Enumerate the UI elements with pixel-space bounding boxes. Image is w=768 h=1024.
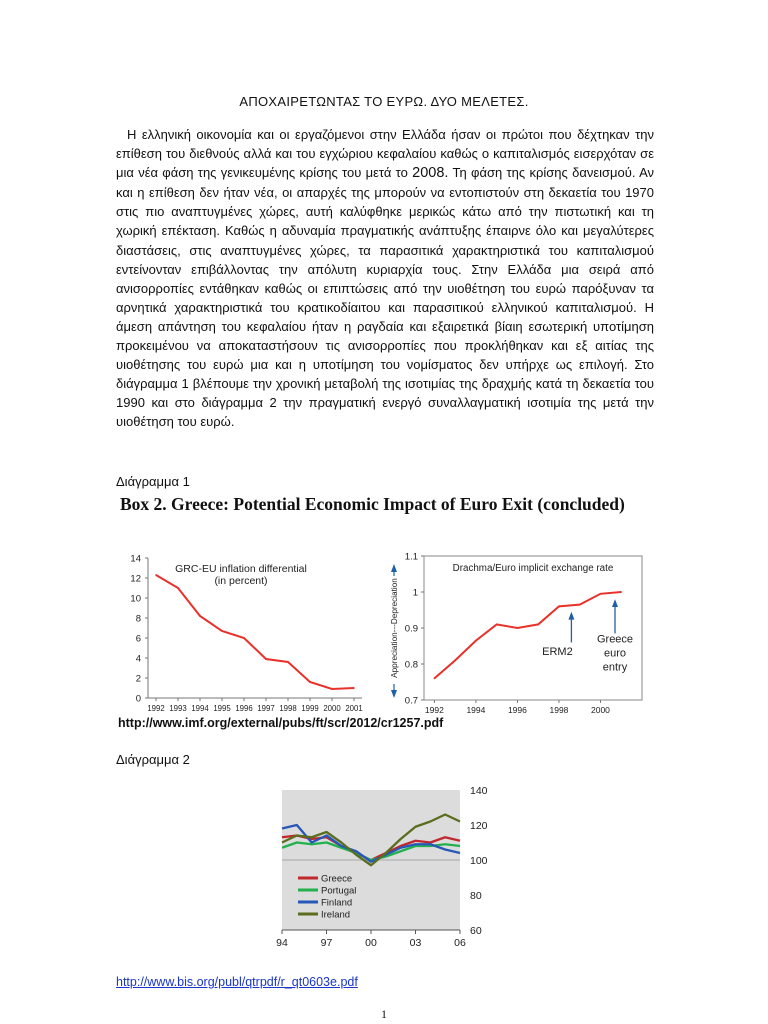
x-tick-label: 1997 bbox=[257, 704, 275, 713]
y-tick-label: 140 bbox=[470, 785, 488, 797]
inflation-line bbox=[156, 575, 354, 689]
x-tick-label: 1992 bbox=[147, 704, 165, 713]
figure2-label: Διάγραμμα 2 bbox=[116, 752, 190, 767]
x-tick-label: 1999 bbox=[301, 704, 319, 713]
x-tick-label: 1993 bbox=[169, 704, 187, 713]
document-title: ΑΠΟΧΑΙΡΕΤΩΝΤΑΣ ΤΟ ΕΥΡΩ. ΔΥΟ ΜΕΛΕΤΕΣ. bbox=[239, 94, 529, 109]
x-tick-label: 2000 bbox=[591, 705, 610, 715]
up-arrow-icon bbox=[391, 564, 397, 572]
x-tick-label: 2001 bbox=[345, 704, 363, 713]
x-tick-label: 1994 bbox=[466, 705, 486, 715]
y-tick-label: 0.9 bbox=[404, 623, 418, 635]
greece-entry-arrow-icon bbox=[612, 599, 618, 607]
inflation-differential-chart bbox=[118, 548, 366, 716]
x-tick-label: 1994 bbox=[191, 704, 209, 713]
data-point bbox=[243, 637, 245, 639]
x-tick-label: 97 bbox=[320, 937, 333, 949]
chart-subtitle: (in percent) bbox=[214, 575, 268, 587]
x-tick-label: 1996 bbox=[507, 705, 527, 715]
exchange-rate-line bbox=[434, 592, 621, 678]
paragraph-text-1: Η ελληνική οικονομία και οι εργαζόμενοι στην Ελλάδα ήσαν οι πρώτοι που δέχτηκαν την επίθεση του διεθνούς αλλά και του εγχώριου κεφαλαίου καθώς ο καπιταλισμός εισερχόταν σε μια νέα φάση της γενικευμένης κρίσης του μετά το bbox=[116, 127, 654, 181]
y-tick-label: 14 bbox=[130, 553, 141, 565]
y-tick-label: 10 bbox=[130, 593, 141, 605]
y-tick-label: 1.1 bbox=[404, 551, 418, 563]
page-number: 1 bbox=[381, 1007, 387, 1021]
x-tick-label: 1992 bbox=[424, 705, 444, 715]
y-tick-label: 8 bbox=[135, 613, 141, 625]
erm2-annotation: ERM2 bbox=[542, 646, 573, 659]
y-tick-label: 4 bbox=[135, 653, 141, 665]
paragraph-text-2: Τη φάση της κρίσης δανεισμού. Αν και η επίθεση δεν ήταν νέα, οι απαρχές της μπορούν να εντοπιστούν στη δεκαετία του 1970 στις πιο αναπτυγμένες χώρες, αυτή καλύφθηκε μερικώς κάτω από την πιστωτική και τη χωρική επέκταση. Καθώς η αδυναμία πραγματικής ανάπτυξης έπαιρνε όλο και μεγαλύτερες διαστάσεις, στις αναπτυγμένες χώρες, τα παρασιτικά χαρακτηριστικά του καπιταλισμού εντείνονταν επιβάλλοντας την απόλυτη κυριαρχία τους. Στην Ελλάδα μια σειρά από ανισορροπίες εντάθηκαν καθώς οι επιπτώσεις από την υιοθέτηση του ευρώ παρόξυναν τα αρνητικά χαρακτηριστικά του κρατικοδίαιτου και παρασιτικού ελληνικού καπιταλισμού. Η άμεση απάντηση του κεφαλαίου ήταν η ραγδαία και εξαιρετικά βίαιη εσωτερική υποτίμηση προκειμένου να αποκαταστήσουν τις ανισορροπίες που προκλήθηκαν και εξ αιτίας της υιοθέτησης του ευρώ μια και η υποτίμηση του νομίσματος δεν υπήρχε ως επιλογή. Στο διάγραμμα 1 βλέπουμε την χρονική μεταβολή της ισοτιμίας της δραχμής κατά τη δεκαετία του 1990 και στο διάγραμμα 2 την πραγματική ενεργό συναλλαγματική ισοτιμία της μετά την υιοθέτηση του ευρώ. bbox=[116, 165, 655, 430]
data-point bbox=[287, 661, 289, 663]
data-point bbox=[517, 627, 519, 629]
data-point bbox=[454, 660, 456, 662]
x-tick-label: 1996 bbox=[235, 704, 253, 713]
x-tick-label: 03 bbox=[409, 937, 422, 949]
y-tick-label: 1 bbox=[412, 587, 418, 599]
greece-entry-annotation: Greece bbox=[596, 633, 634, 646]
y-tick-label: 60 bbox=[470, 925, 482, 937]
y-tick-label: 2 bbox=[135, 673, 141, 685]
data-point bbox=[600, 593, 602, 595]
bis-link[interactable]: http://www.bis.org/publ/qtrpdf/r_qt0603e.pdf bbox=[116, 975, 358, 989]
data-point bbox=[496, 624, 498, 626]
paragraph-year: 2008. bbox=[412, 165, 449, 182]
y-tick-label: 6 bbox=[135, 633, 141, 645]
data-point bbox=[353, 687, 355, 689]
body-paragraph bbox=[116, 125, 654, 432]
greece-entry-annotation: euro bbox=[603, 647, 627, 660]
figure1-box-title: Box 2. Greece: Potential Economic Impact of Euro Exit (concluded) bbox=[120, 494, 625, 514]
reer-chart bbox=[270, 774, 500, 954]
chart-title: Drachma/Euro implicit exchange rate bbox=[452, 563, 614, 574]
data-point bbox=[331, 688, 333, 690]
y-tick-label: 0.8 bbox=[404, 659, 418, 671]
exchange-rate-chart bbox=[380, 548, 648, 716]
data-point bbox=[199, 615, 201, 617]
y-tick-label: 100 bbox=[470, 855, 488, 867]
data-point bbox=[434, 678, 436, 680]
plot-frame bbox=[424, 556, 642, 700]
x-tick-label: 00 bbox=[365, 937, 377, 949]
data-point bbox=[177, 587, 179, 589]
data-point bbox=[620, 591, 622, 593]
data-point bbox=[537, 624, 539, 626]
erm2-arrow-icon bbox=[568, 612, 574, 620]
data-point bbox=[155, 574, 157, 576]
y-tick-label: 0.7 bbox=[404, 695, 418, 707]
figure1-label: Διάγραμμα 1 bbox=[116, 474, 190, 489]
down-arrow-icon bbox=[391, 690, 397, 698]
x-tick-label: 94 bbox=[276, 937, 288, 949]
x-tick-label: 1998 bbox=[279, 704, 297, 713]
data-point bbox=[475, 640, 477, 642]
y-tick-label: 0 bbox=[135, 693, 141, 705]
data-point bbox=[309, 681, 311, 683]
y-axis-label: Appreciation---Depreciation bbox=[390, 578, 399, 678]
data-point bbox=[265, 658, 267, 660]
legend-label: Greece bbox=[321, 873, 353, 885]
x-tick-label: 06 bbox=[454, 937, 466, 949]
legend-label: Finland bbox=[321, 897, 353, 909]
imf-link[interactable]: http://www.imf.org/external/pubs/ft/scr/2012/cr1257.pdf bbox=[118, 716, 444, 730]
x-tick-label: 1998 bbox=[549, 705, 569, 715]
data-point bbox=[221, 630, 223, 632]
x-tick-label: 2000 bbox=[323, 704, 341, 713]
legend-label: Ireland bbox=[321, 909, 351, 921]
greece-entry-annotation: entry bbox=[602, 661, 628, 674]
y-tick-label: 80 bbox=[470, 890, 482, 902]
x-tick-label: 1995 bbox=[213, 704, 231, 713]
chart-title: GRC-EU inflation differential bbox=[175, 563, 307, 575]
y-tick-label: 12 bbox=[130, 573, 141, 585]
data-point bbox=[579, 604, 581, 606]
y-tick-label: 120 bbox=[470, 820, 488, 832]
data-point bbox=[558, 606, 560, 608]
legend-label: Portugal bbox=[321, 885, 357, 897]
